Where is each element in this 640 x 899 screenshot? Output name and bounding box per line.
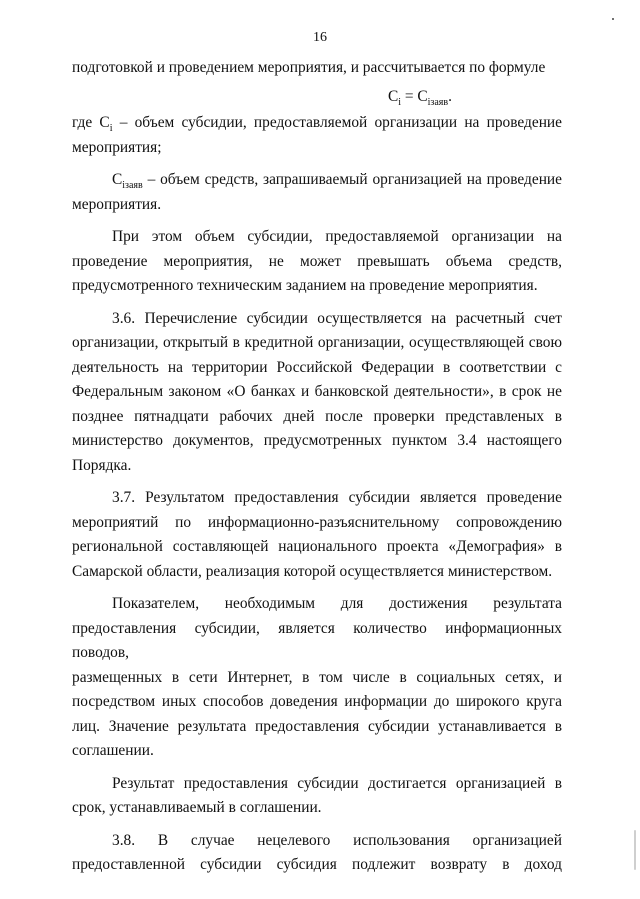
line: предоставления субсидии, является количество информационных поводов, [72, 619, 562, 661]
line: соглашении. [72, 742, 154, 759]
line: предоставленной субсидии субсидия подлежит возврату в доход [72, 856, 562, 873]
line: Порядка. [72, 456, 132, 474]
text: – объем средств, запрашиваемый организацией на проведение [142, 171, 562, 188]
document-body [72, 56, 562, 878]
line-4 [72, 168, 562, 193]
formula-end: . [448, 87, 452, 105]
formula-rhs-sub: iзаяв [427, 96, 449, 108]
line: мероприятий по информационно-разъяснительному сопровождению [72, 513, 562, 531]
line: размещенных в сети Интернет, в том числе в социальных сетях, и [72, 668, 562, 686]
formula-equals: = [400, 87, 418, 105]
text: где C [72, 114, 110, 131]
formula-lhs: C [387, 87, 399, 105]
subscript: iзаяв [122, 180, 143, 192]
line: Показателем, необходимым для достижения результата [112, 595, 562, 612]
paragraph-limit [72, 225, 562, 299]
paragraph-indicator [72, 592, 562, 764]
paragraph-3-6 [72, 307, 562, 479]
paragraph-result [72, 772, 562, 821]
line: организации, открытый в кредитной организации, осуществляющей свою [72, 334, 562, 351]
line: региональной составляющей национального проекта «Демография» в [72, 538, 562, 555]
line: позднее пятнадцати рабочих дней после проверки представленых в [72, 407, 562, 425]
line: 3.8. В случае нецелевого использования организацией [112, 831, 562, 849]
line-2 [72, 111, 562, 136]
line: срок, устанавливаемый в соглашении. [72, 799, 322, 816]
paragraph-3-7 [72, 486, 562, 584]
line: деятельность на территории Российской Федерации в соответствии с [72, 358, 562, 376]
subscript: i [109, 123, 113, 135]
line-3: мероприятия; [72, 138, 162, 156]
text: – объем субсидии, предоставляемой организации на проведение [112, 114, 563, 131]
page-number: 16 [313, 30, 327, 45]
line: Результат предоставления субсидии достигается организацией в [112, 774, 562, 792]
definition-ci [72, 111, 562, 160]
line: министерство документов, предусмотренных пунктом 3.4 настоящего [72, 432, 562, 449]
formula-lhs-sub: i [398, 96, 401, 108]
line: проведение мероприятия, не может превышать объема средств, [72, 252, 562, 270]
line: 3.7. Результатом предоставления субсидии является проведение [112, 489, 562, 506]
line: Самарской области, реализация которой осуществляется министерством. [72, 562, 553, 580]
line: посредством иных способов доведения информации до широкого круга [72, 693, 562, 710]
formula-rhs: C [417, 87, 428, 105]
line: При этом объем субсидии, предоставляемой организации на [112, 228, 562, 245]
scan-speck [612, 18, 614, 20]
scan-edge-mark [634, 830, 636, 870]
line: предусмотренного техническим заданием на проведение мероприятия. [72, 277, 538, 294]
line: 3.6. Перечисление субсидии осуществляется на расчетный счет [112, 309, 562, 327]
text-line [72, 56, 562, 81]
line-5: мероприятия. [72, 195, 162, 213]
line: лиц. Значение результата предоставления субсидии устанавливается в [72, 717, 562, 735]
line-1: подготовкой и проведением мероприятия, и рассчитывается по формуле [72, 59, 546, 76]
line: Федеральным законом «О банках и банковской деятельности», в срок не [72, 383, 562, 400]
text: C [112, 171, 123, 188]
formula [72, 85, 562, 110]
definition-ciзаяв [72, 168, 562, 217]
paragraph-3-8 [72, 829, 562, 878]
